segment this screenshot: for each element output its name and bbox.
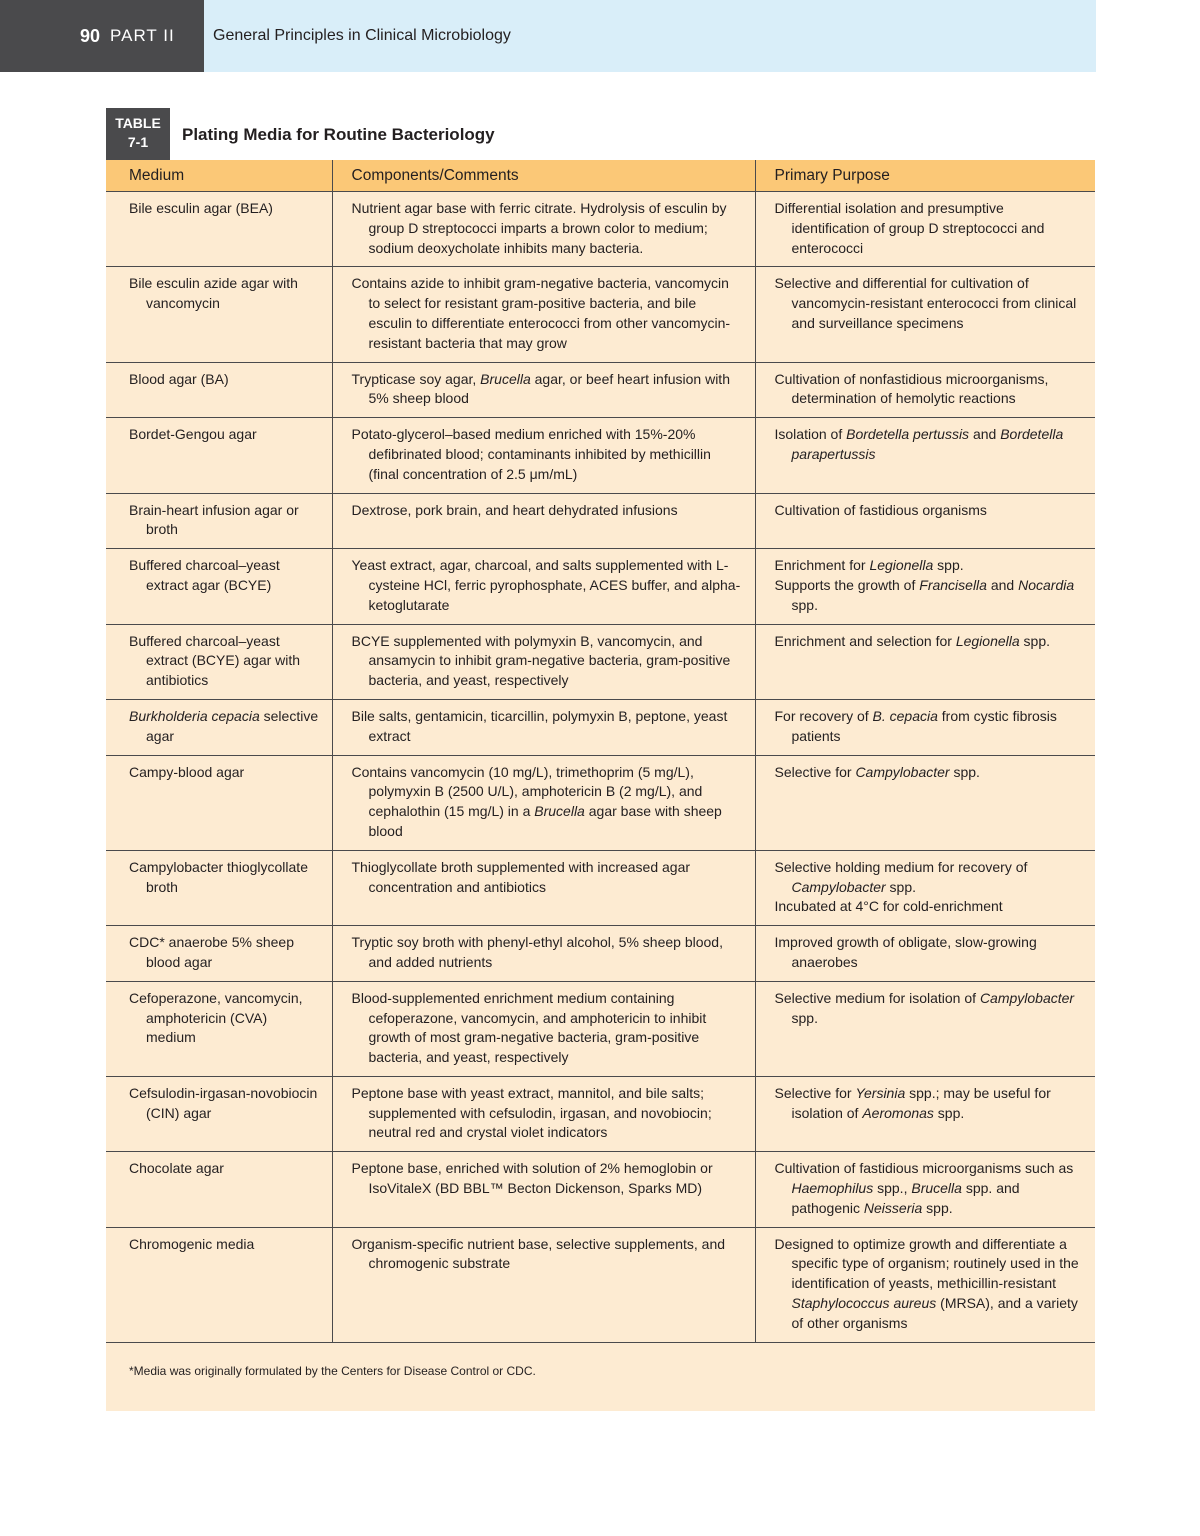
table-row xyxy=(106,926,1095,982)
cell-text: Enrichment for Legionella spp. xyxy=(774,557,964,574)
table-row xyxy=(106,267,1095,362)
column-header-medium: Medium xyxy=(106,160,332,192)
cell-purpose xyxy=(755,362,1095,418)
table-header-row xyxy=(106,160,1095,192)
cell-text: Selective holding medium for recovery of Campylobacter spp. xyxy=(774,858,1028,895)
cell-components xyxy=(332,267,755,362)
table-row xyxy=(106,850,1095,925)
cell-text: Enrichment and selection for Legionella spp. xyxy=(774,632,1051,649)
cell-text: Nutrient agar base with ferric citrate. Hydrolysis of esculin by group D streptococci imparts a brown color to medium; sodium deoxycholate inhibits many bacteria. xyxy=(351,200,727,256)
cell-text: Burkholderia cepacia selective agar xyxy=(129,707,319,744)
cell-text: Peptone base, enriched with solution of 2% hemoglobin or IsoVitaleX (BD BBL™ Becton Dickenson, Sparks MD) xyxy=(351,1160,713,1197)
cell-components xyxy=(332,418,755,493)
cell-medium xyxy=(106,362,332,418)
cell-text: Contains azide to inhibit gram-negative bacteria, vancomycin to select for resistant gram-positive bacteria, and bile esculin to differentiate enterococci from other vancomycin-resistant bacteria that may grow xyxy=(351,275,731,351)
cell-text: BCYE supplemented with polymyxin B, vancomycin, and ansamycin to inhibit gram-negative bacteria, gram-positive bacteria, and yeast, respectively xyxy=(351,632,731,689)
page-number: 90 xyxy=(80,25,101,46)
cell-purpose xyxy=(755,624,1095,699)
cell-purpose xyxy=(755,981,1095,1076)
cell-components xyxy=(332,1152,755,1227)
cell-components xyxy=(332,926,755,982)
page-header xyxy=(0,0,1096,72)
cell-text: Campylobacter thioglycollate broth xyxy=(129,858,308,895)
table-row xyxy=(106,362,1095,418)
cell-purpose xyxy=(755,418,1095,493)
cell-components xyxy=(332,624,755,699)
cell-text: Selective for Campylobacter spp. xyxy=(774,763,980,780)
table-footnote: *Media was originally formulated by the Centers for Disease Control or CDC. xyxy=(129,1363,536,1378)
cell-purpose xyxy=(755,192,1095,267)
cell-text: Bile salts, gentamicin, ticarcillin, polymyxin B, peptone, yeast extract xyxy=(351,707,728,744)
cell-text: Peptone base with yeast extract, mannitol, and bile salts; supplemented with cefsulodin, irgasan, and novobiocin; neutral red and crystal violet indicators xyxy=(351,1084,712,1141)
cell-components xyxy=(332,493,755,549)
cell-purpose xyxy=(755,699,1095,755)
cell-components xyxy=(332,755,755,850)
cell-text: Differential isolation and presumptive identification of group D streptococci and enterococci xyxy=(774,200,1045,256)
cell-text: Buffered charcoal–yeast extract agar (BCYE) xyxy=(129,557,280,593)
table-title: Plating Media for Routine Bacteriology xyxy=(182,125,495,144)
cell-text: Chocolate agar xyxy=(129,1160,224,1177)
cell-medium xyxy=(106,1227,332,1342)
cell-text: Brain-heart infusion agar or broth xyxy=(129,501,299,538)
table-row xyxy=(106,1227,1095,1342)
cell-components xyxy=(332,1227,755,1342)
media-table-panel xyxy=(106,160,1095,1411)
cell-text: Cultivation of fastidious microorganisms such as Haemophilus spp., Brucella spp. and pathogenic Neisseria spp. xyxy=(774,1160,1074,1216)
cell-text: Selective medium for isolation of Campylobacter spp. xyxy=(774,989,1075,1026)
cell-purpose xyxy=(755,755,1095,850)
cell-text: CDC* anaerobe 5% sheep blood agar xyxy=(129,934,294,970)
cell-medium xyxy=(106,549,332,624)
cell-components xyxy=(332,981,755,1076)
cell-components xyxy=(332,549,755,624)
table-row xyxy=(106,1152,1095,1227)
cell-text: Thioglycollate broth supplemented with increased agar concentration and antibiotics xyxy=(351,858,691,895)
cell-text: Selective for Yersinia spp.; may be useful for isolation of Aeromonas spp. xyxy=(774,1084,1051,1121)
cell-components xyxy=(332,699,755,755)
cell-text: Dextrose, pork brain, and heart dehydrated infusions xyxy=(351,501,678,518)
table-row xyxy=(106,1076,1095,1151)
cell-text: Buffered charcoal–yeast extract (BCYE) agar with antibiotics xyxy=(129,632,301,689)
table-row xyxy=(106,699,1095,755)
cell-text: Yeast extract, agar, charcoal, and salts supplemented with L-cysteine HCl, ferric pyrophosphate, ACES buffer, and alpha-ketoglutarate xyxy=(351,557,741,613)
cell-medium xyxy=(106,926,332,982)
cell-medium xyxy=(106,192,332,267)
cell-text: Incubated at 4°C for cold-enrichment xyxy=(774,898,1003,915)
column-header-purpose: Primary Purpose xyxy=(755,160,1095,192)
cell-medium xyxy=(106,1152,332,1227)
cell-medium xyxy=(106,418,332,493)
cell-medium xyxy=(106,267,332,362)
table-row xyxy=(106,493,1095,549)
column-header-components: Components/Comments xyxy=(332,160,755,192)
cell-medium xyxy=(106,624,332,699)
cell-text: Campy-blood agar xyxy=(129,763,245,780)
cell-text: Potato-glycerol–based medium enriched with 15%-20% defibrinated blood; contaminants inhibited by methicillin (final concentration of 2.5 μm/mL) xyxy=(351,426,711,482)
cell-text: For recovery of B. cepacia from cystic fibrosis patients xyxy=(774,707,1057,744)
cell-components xyxy=(332,1076,755,1151)
cell-medium xyxy=(106,699,332,755)
cell-text: Cefsulodin-irgasan-novobiocin (CIN) agar xyxy=(129,1084,318,1121)
cell-medium xyxy=(106,1076,332,1151)
cell-purpose xyxy=(755,1227,1095,1342)
cell-text: Trypticase soy agar, Brucella agar, or beef heart infusion with 5% sheep blood xyxy=(351,370,730,407)
cell-text: Designed to optimize growth and differentiate a specific type of organism; routinely used in the identification of yeasts, methicillin-resistant Staphylococcus aureus (MRSA), and a variety of other organisms xyxy=(774,1235,1079,1331)
table-row xyxy=(106,418,1095,493)
cell-text: Bile esculin azide agar with vancomycin xyxy=(129,275,298,312)
cell-text: Contains vancomycin (10 mg/L), trimethoprim (5 mg/L), polymyxin B (2500 U/L), amphotericin B (2 mg/L), and cephalothin (15 mg/L) in a Brucella agar base with sheep blood xyxy=(351,763,722,839)
table-label-number: 7-1 xyxy=(127,134,149,150)
cell-components xyxy=(332,192,755,267)
cell-text: Bordet-Gengou agar xyxy=(129,426,257,443)
table-row xyxy=(106,755,1095,850)
table-row xyxy=(106,549,1095,624)
cell-text: Organism-specific nutrient base, selective supplements, and chromogenic substrate xyxy=(351,1235,726,1272)
header-part-block xyxy=(0,0,204,72)
cell-medium xyxy=(106,850,332,925)
table-row xyxy=(106,981,1095,1076)
table-row xyxy=(106,624,1095,699)
table-body xyxy=(106,192,1095,1343)
table-label-word: TABLE xyxy=(115,115,161,131)
cell-text: Bile esculin agar (BEA) xyxy=(129,200,273,216)
cell-text: Cultivation of fastidious organisms xyxy=(774,501,987,518)
plating-media-table xyxy=(106,160,1095,1343)
cell-components xyxy=(332,850,755,925)
cell-purpose xyxy=(755,493,1095,549)
cell-medium xyxy=(106,981,332,1076)
cell-medium xyxy=(106,493,332,549)
cell-medium xyxy=(106,755,332,850)
cell-purpose xyxy=(755,549,1095,624)
cell-components xyxy=(332,362,755,418)
cell-text: Cultivation of nonfastidious microorganisms, determination of hemolytic reactions xyxy=(774,370,1049,407)
cell-text: Improved growth of obligate, slow-growing anaerobes xyxy=(774,934,1037,970)
cell-text: Cefoperazone, vancomycin, amphotericin (CVA) medium xyxy=(129,989,303,1046)
cell-purpose xyxy=(755,1152,1095,1227)
cell-purpose xyxy=(755,1076,1095,1151)
cell-text: Blood agar (BA) xyxy=(129,370,229,387)
cell-purpose xyxy=(755,926,1095,982)
cell-text: Tryptic soy broth with phenyl-ethyl alcohol, 5% sheep blood, and added nutrients xyxy=(351,934,723,970)
cell-text: Selective and differential for cultivation of vancomycin-resistant enterococci from clinical and surveillance specimens xyxy=(774,275,1077,331)
cell-purpose xyxy=(755,850,1095,925)
part-label: PART II xyxy=(110,26,175,45)
cell-text: Chromogenic media xyxy=(129,1235,255,1252)
cell-purpose xyxy=(755,267,1095,362)
chapter-title: General Principles in Clinical Microbiology xyxy=(204,0,1096,72)
cell-text: Blood-supplemented enrichment medium containing cefoperazone, vancomycin, and amphotericin to inhibit growth of most gram-negative bacteria, gram-positive bacteria, and yeast, respectively xyxy=(351,989,707,1066)
cell-text: Isolation of Bordetella pertussis and Bordetella parapertussis xyxy=(774,426,1064,462)
cell-text: Supports the growth of Francisella and Nocardia spp. xyxy=(774,576,1075,613)
table-row xyxy=(106,192,1095,267)
table-number-badge xyxy=(106,108,170,160)
